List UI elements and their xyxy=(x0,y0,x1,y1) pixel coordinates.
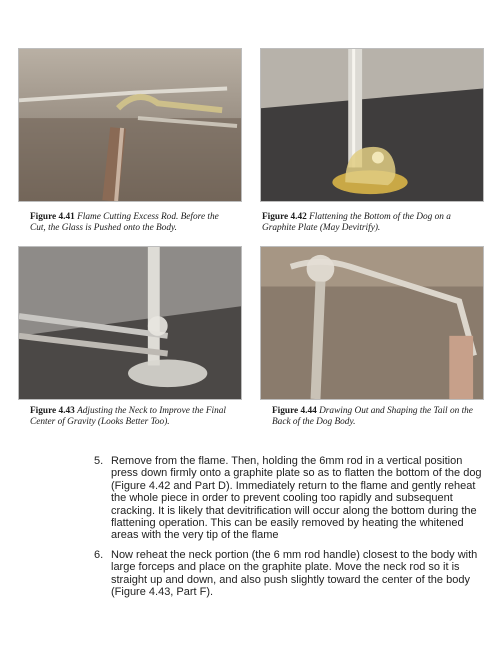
caption-text: Adjusting the Neck to Improve the Final Center of Gravity (Looks Better Too). xyxy=(30,406,226,427)
step-number: 6. xyxy=(94,548,104,561)
step-text: Now reheat the neck portion (the 6 mm rod handle) closest to the body with large forceps and place on the graphite plate. Move the neck rod so it is straight up and down, and also push slightly toward the center of the body (Figure 4.43, Part F). xyxy=(111,548,478,599)
figure-4-42-caption xyxy=(262,212,477,234)
figure-4-43-caption xyxy=(30,406,240,428)
caption-text: Drawing Out and Shaping the Tail on the Back of the Dog Body. xyxy=(272,406,473,427)
caption-text: Flame Cutting Excess Rod. Before the Cut, the Glass is Pushed onto the Body. xyxy=(30,212,219,233)
figure-4-44-photo xyxy=(260,246,484,400)
figure-number: Figure 4.42 xyxy=(262,212,307,222)
step-text: Remove from the flame. Then, holding the 6mm rod in a vertical position press down firmly onto a graphite plate so as to flatten the bottom of the dog (Figure 4.42 and Part D). Immediately return to the flame and gently reheat the whole piece in order to prevent cooling too rapidly and subsequent cracking. It is likely that devitrification will occur along the bottom during the flattening operation. This can be easily removed by heating the whitened areas with the very tip of the flame xyxy=(111,455,482,542)
step-item xyxy=(94,549,489,599)
figure-4-44-caption xyxy=(272,406,477,428)
figure-number: Figure 4.44 xyxy=(272,406,317,416)
figure-4-43-photo xyxy=(18,246,242,400)
figure-4-42-photo xyxy=(260,48,484,202)
figure-4-41-photo xyxy=(18,48,242,202)
figure-number: Figure 4.41 xyxy=(30,212,75,222)
figure-number: Figure 4.43 xyxy=(30,406,75,416)
step-number: 5. xyxy=(94,455,104,467)
step-item xyxy=(94,455,489,542)
instruction-steps xyxy=(94,455,489,605)
caption-text: Flattening the Bottom of the Dog on a Graphite Plate (May Devitrify). xyxy=(262,212,451,233)
figure-4-41-caption xyxy=(30,212,235,234)
